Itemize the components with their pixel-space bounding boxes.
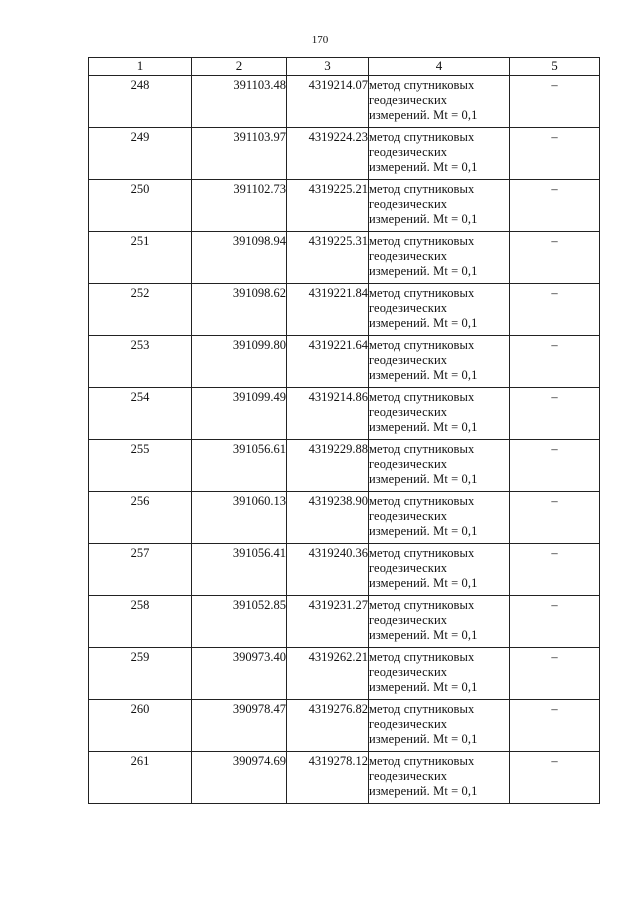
point-number-cell: 251 — [89, 232, 192, 284]
method-line: измерений. Mt = 0,1 — [369, 264, 478, 278]
method-line: метод спутниковых — [369, 494, 475, 508]
method-line: измерений. Mt = 0,1 — [369, 784, 478, 798]
table-row — [89, 700, 600, 752]
x-coordinate-cell: 391102.73 — [192, 180, 287, 232]
method-line: метод спутниковых — [369, 650, 475, 664]
y-coordinate-cell: 4319214.86 — [287, 388, 369, 440]
method-line: геодезических — [369, 197, 448, 211]
method-cell — [369, 648, 510, 700]
note-cell: – — [510, 284, 600, 336]
point-number-cell: 258 — [89, 596, 192, 648]
column-header: 3 — [287, 58, 369, 76]
method-cell — [369, 284, 510, 336]
method-line: геодезических — [369, 249, 448, 263]
point-number-cell: 249 — [89, 128, 192, 180]
x-coordinate-cell: 391099.80 — [192, 336, 287, 388]
note-cell: – — [510, 648, 600, 700]
column-header: 5 — [510, 58, 600, 76]
method-line: метод спутниковых — [369, 78, 475, 92]
point-number-cell: 248 — [89, 76, 192, 128]
coordinates-table — [88, 57, 600, 804]
y-coordinate-cell: 4319229.88 — [287, 440, 369, 492]
y-coordinate-cell: 4319278.12 — [287, 752, 369, 804]
note-cell: – — [510, 388, 600, 440]
method-cell — [369, 492, 510, 544]
method-line: измерений. Mt = 0,1 — [369, 628, 478, 642]
table-row — [89, 440, 600, 492]
point-number-cell: 252 — [89, 284, 192, 336]
method-line: измерений. Mt = 0,1 — [369, 680, 478, 694]
method-line: измерений. Mt = 0,1 — [369, 420, 478, 434]
method-line: геодезических — [369, 457, 448, 471]
y-coordinate-cell: 4319262.21 — [287, 648, 369, 700]
method-cell — [369, 180, 510, 232]
point-number-cell: 255 — [89, 440, 192, 492]
method-line: метод спутниковых — [369, 546, 475, 560]
method-line: геодезических — [369, 561, 448, 575]
table-row — [89, 596, 600, 648]
x-coordinate-cell: 391056.41 — [192, 544, 287, 596]
method-cell — [369, 336, 510, 388]
method-line: геодезических — [369, 93, 448, 107]
method-cell — [369, 440, 510, 492]
method-line: геодезических — [369, 769, 448, 783]
note-cell: – — [510, 232, 600, 284]
y-coordinate-cell: 4319276.82 — [287, 700, 369, 752]
note-cell: – — [510, 440, 600, 492]
method-line: измерений. Mt = 0,1 — [369, 160, 478, 174]
point-number-cell: 259 — [89, 648, 192, 700]
note-cell: – — [510, 492, 600, 544]
table-row — [89, 492, 600, 544]
method-line: геодезических — [369, 665, 448, 679]
method-line: геодезических — [369, 717, 448, 731]
table-row — [89, 232, 600, 284]
method-line: метод спутниковых — [369, 182, 475, 196]
method-line: измерений. Mt = 0,1 — [369, 212, 478, 226]
table-row — [89, 128, 600, 180]
y-coordinate-cell: 4319238.90 — [287, 492, 369, 544]
y-coordinate-cell: 4319225.21 — [287, 180, 369, 232]
x-coordinate-cell: 390978.47 — [192, 700, 287, 752]
point-number-cell: 256 — [89, 492, 192, 544]
method-cell — [369, 700, 510, 752]
method-line: геодезических — [369, 301, 448, 315]
point-number-cell: 250 — [89, 180, 192, 232]
note-cell: – — [510, 752, 600, 804]
page-number: 170 — [311, 34, 329, 46]
method-cell — [369, 596, 510, 648]
method-line: геодезических — [369, 613, 448, 627]
note-cell: – — [510, 336, 600, 388]
method-line: измерений. Mt = 0,1 — [369, 368, 478, 382]
x-coordinate-cell: 391103.48 — [192, 76, 287, 128]
method-line: метод спутниковых — [369, 754, 475, 768]
table-body — [89, 76, 600, 804]
table-row — [89, 76, 600, 128]
x-coordinate-cell: 391052.85 — [192, 596, 287, 648]
method-line: метод спутниковых — [369, 234, 475, 248]
table-row — [89, 648, 600, 700]
method-line: измерений. Mt = 0,1 — [369, 472, 478, 486]
column-header: 1 — [89, 58, 192, 76]
method-cell — [369, 76, 510, 128]
table-row — [89, 388, 600, 440]
method-line: метод спутниковых — [369, 390, 475, 404]
method-line: метод спутниковых — [369, 130, 475, 144]
method-line: метод спутниковых — [369, 442, 475, 456]
table-row — [89, 544, 600, 596]
table-row — [89, 336, 600, 388]
x-coordinate-cell: 391098.62 — [192, 284, 287, 336]
method-line: измерений. Mt = 0,1 — [369, 108, 478, 122]
x-coordinate-cell: 390973.40 — [192, 648, 287, 700]
method-line: метод спутниковых — [369, 598, 475, 612]
method-line: геодезических — [369, 509, 448, 523]
method-line: геодезических — [369, 353, 448, 367]
y-coordinate-cell: 4319221.64 — [287, 336, 369, 388]
x-coordinate-cell: 391099.49 — [192, 388, 287, 440]
method-cell — [369, 544, 510, 596]
table-row — [89, 752, 600, 804]
method-line: геодезических — [369, 405, 448, 419]
note-cell: – — [510, 76, 600, 128]
x-coordinate-cell: 390974.69 — [192, 752, 287, 804]
method-line: метод спутниковых — [369, 702, 475, 716]
point-number-cell: 261 — [89, 752, 192, 804]
column-header: 4 — [369, 58, 510, 76]
y-coordinate-cell: 4319224.23 — [287, 128, 369, 180]
point-number-cell: 253 — [89, 336, 192, 388]
method-line: геодезических — [369, 145, 448, 159]
point-number-cell: 257 — [89, 544, 192, 596]
method-line: измерений. Mt = 0,1 — [369, 576, 478, 590]
method-line: измерений. Mt = 0,1 — [369, 316, 478, 330]
note-cell: – — [510, 700, 600, 752]
x-coordinate-cell: 391098.94 — [192, 232, 287, 284]
note-cell: – — [510, 596, 600, 648]
x-coordinate-cell: 391103.97 — [192, 128, 287, 180]
y-coordinate-cell: 4319214.07 — [287, 76, 369, 128]
x-coordinate-cell: 391060.13 — [192, 492, 287, 544]
method-line: метод спутниковых — [369, 286, 475, 300]
note-cell: – — [510, 180, 600, 232]
method-cell — [369, 388, 510, 440]
method-cell — [369, 128, 510, 180]
x-coordinate-cell: 391056.61 — [192, 440, 287, 492]
table-row — [89, 284, 600, 336]
point-number-cell: 260 — [89, 700, 192, 752]
y-coordinate-cell: 4319240.36 — [287, 544, 369, 596]
column-header: 2 — [192, 58, 287, 76]
method-cell — [369, 232, 510, 284]
y-coordinate-cell: 4319231.27 — [287, 596, 369, 648]
y-coordinate-cell: 4319221.84 — [287, 284, 369, 336]
point-number-cell: 254 — [89, 388, 192, 440]
method-line: метод спутниковых — [369, 338, 475, 352]
note-cell: – — [510, 544, 600, 596]
table-row — [89, 180, 600, 232]
y-coordinate-cell: 4319225.31 — [287, 232, 369, 284]
method-line: измерений. Mt = 0,1 — [369, 524, 478, 538]
method-cell — [369, 752, 510, 804]
note-cell: – — [510, 128, 600, 180]
table-header-row — [89, 58, 600, 76]
method-line: измерений. Mt = 0,1 — [369, 732, 478, 746]
